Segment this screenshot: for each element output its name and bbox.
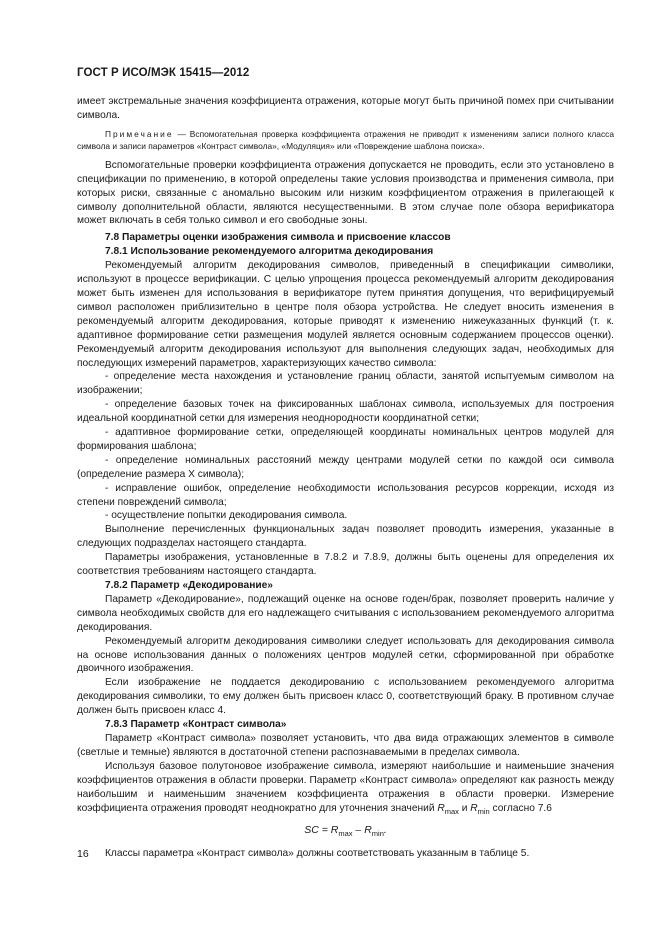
and-word: и xyxy=(458,802,471,814)
paragraph-text: согласно 7.6 xyxy=(489,802,552,814)
page-number: 16 xyxy=(77,848,89,860)
formula-lhs: SC = R xyxy=(304,824,339,837)
min-subscript: min xyxy=(477,806,490,816)
subsection-heading-7-8-2: 7.8.2 Параметр «Декодирование» xyxy=(105,580,273,591)
formula-end: . xyxy=(383,824,387,837)
document-header: ГОСТ Р ИСО/МЭК 15415—2012 xyxy=(77,67,250,79)
r-symbol: R xyxy=(470,802,478,814)
subsection-heading-7-8-1: 7.8.1 Использование рекомендуемого алгоритма декодирования xyxy=(105,246,434,258)
paragraph: Параметр «Контраст символа» позволяет установить, что два вида отражающих элементов в символе (светлые и темные) являются в достаточной степени распознаваемыми в пределах символа. xyxy=(77,732,614,758)
section-heading-7-8: 7.8 Параметры оценки изображения символа и присвоение классов xyxy=(105,232,451,244)
note-label: Примечание xyxy=(105,128,174,139)
r-symbol: R xyxy=(437,802,445,814)
list-item: - определение базовых точек на фиксированных шаблонах символа, используемых для построения идеальной координатной сетки для измерения неоднородности координатной сетки; xyxy=(77,399,614,425)
formula-max-subscript: max xyxy=(338,829,353,839)
note-text: — Вспомогательная проверка коэффициента отражения не приводит к изменениям записи полного класса символа и записи параметров «Контраст символа», «Модуляция» или «Повреждение шаблона поиска». xyxy=(77,128,614,151)
paragraph: Если изображение не поддается декодированию с использованием рекомендуемого алгоритма декодирования символики, то ему должен быть присвоен класс 0, соответствующий браку. В противном случае должен быть присвоен класс 4. xyxy=(77,677,614,717)
paragraph: Рекомендуемый алгоритм декодирования символов, приведенный в спецификации символики, используют в процессе верификации. С целью упрощения процесса рекомендуемый алгоритм декодирования может быть изменен для использования в верификаторе путем принятия допущения, что верифицируемый символ расположен приблизительно в центре поля обзора устройства. Не следует вносить изменения в рекомендуемый алгоритм декодирования, которые приводят к изменению нижеуказанных функций (т. к. адаптивное формирование сетки размещения модулей является основным содержанием процессов оценки). Рекомендуемый алгоритм декодирования используют для выполнения следующих задач, необходимых для последующих измерений параметров, характеризующих качество символа: xyxy=(77,260,614,369)
formula-mid: – R xyxy=(352,824,372,837)
paragraph: Классы параметра «Контраст символа» должны соответствовать указанным в таблице 5. xyxy=(105,848,530,860)
document-body xyxy=(77,95,614,861)
list-item: - определение номинальных расстояний между центрами модулей сетки по каждой оси символа (определение размера X символа); xyxy=(77,454,614,480)
paragraph: Вспомогательные проверки коэффициента отражения допускается не проводить, если это установлено в спецификации по применению, в которой определены такие условия производства и применения символа, при которых риски, связанные с аномально высоким или низким коэффициентом отражения в прилегающей к символу дополнительной области, являются несущественными. В этом случае поле обзора верификатора может включать в себя только символ и его свободные зоны. xyxy=(77,159,614,227)
formula xyxy=(77,824,614,841)
list-item: - адаптивное формирование сетки, определяющей координаты номинальных центров модулей для формирования шаблона; xyxy=(77,427,614,452)
paragraph: Рекомендуемый алгоритм декодирования символики следует использовать для декодирования символа на основе использования данных о положениях центров модулей сетки, сформированной при обработке двоичного изображения. xyxy=(77,635,614,675)
max-subscript: max xyxy=(444,806,459,816)
paragraph: Параметр «Декодирование», подлежащий оценке на основе годен/брак, позволяет проверить наличие у символа необходимых свойств для его надлежащего считывания с использованием рекомендуемого алгоритма декодирования. xyxy=(77,593,614,633)
paragraph: имеет экстремальные значения коэффициента отражения, которые могут быть причиной помех при считывании символа. xyxy=(77,96,614,121)
formula-min-subscript: min xyxy=(371,829,384,839)
list-item: - определение места нахождения и установление границ области, занятой испытуемым символом на изображении; xyxy=(77,371,614,397)
list-item: - исправление ошибок, определение необходимости использования ресурсов коррекции, исходя из степени повреждений символа; xyxy=(77,482,614,508)
paragraph-text: Используя базовое полутоновое изображение символа, измеряют наибольшие и наименьшие значения коэффициентов отражения в области проверки. Параметр «Контраст символа» определяют как разность между наибольшим и наименьшим значением коэффициента отражения в области проверки. Измерение коэффициента отражения проводят неоднократно для уточнения значений xyxy=(77,760,614,814)
list-item: - осуществление попытки декодирования символа. xyxy=(105,510,348,522)
note xyxy=(77,128,614,152)
paragraph: Параметры изображения, установленные в 7.8.2 и 7.8.9, должны быть оценены для определения их соответствия требованиям настоящего стандарта. xyxy=(77,552,614,578)
paragraph xyxy=(77,760,614,819)
paragraph: Выполнение перечисленных функциональных задач позволяет проводить измерения, указанные в следующих подразделах настоящего стандарта. xyxy=(77,524,614,550)
subsection-heading-7-8-3: 7.8.3 Параметр «Контраст символа» xyxy=(105,719,287,731)
